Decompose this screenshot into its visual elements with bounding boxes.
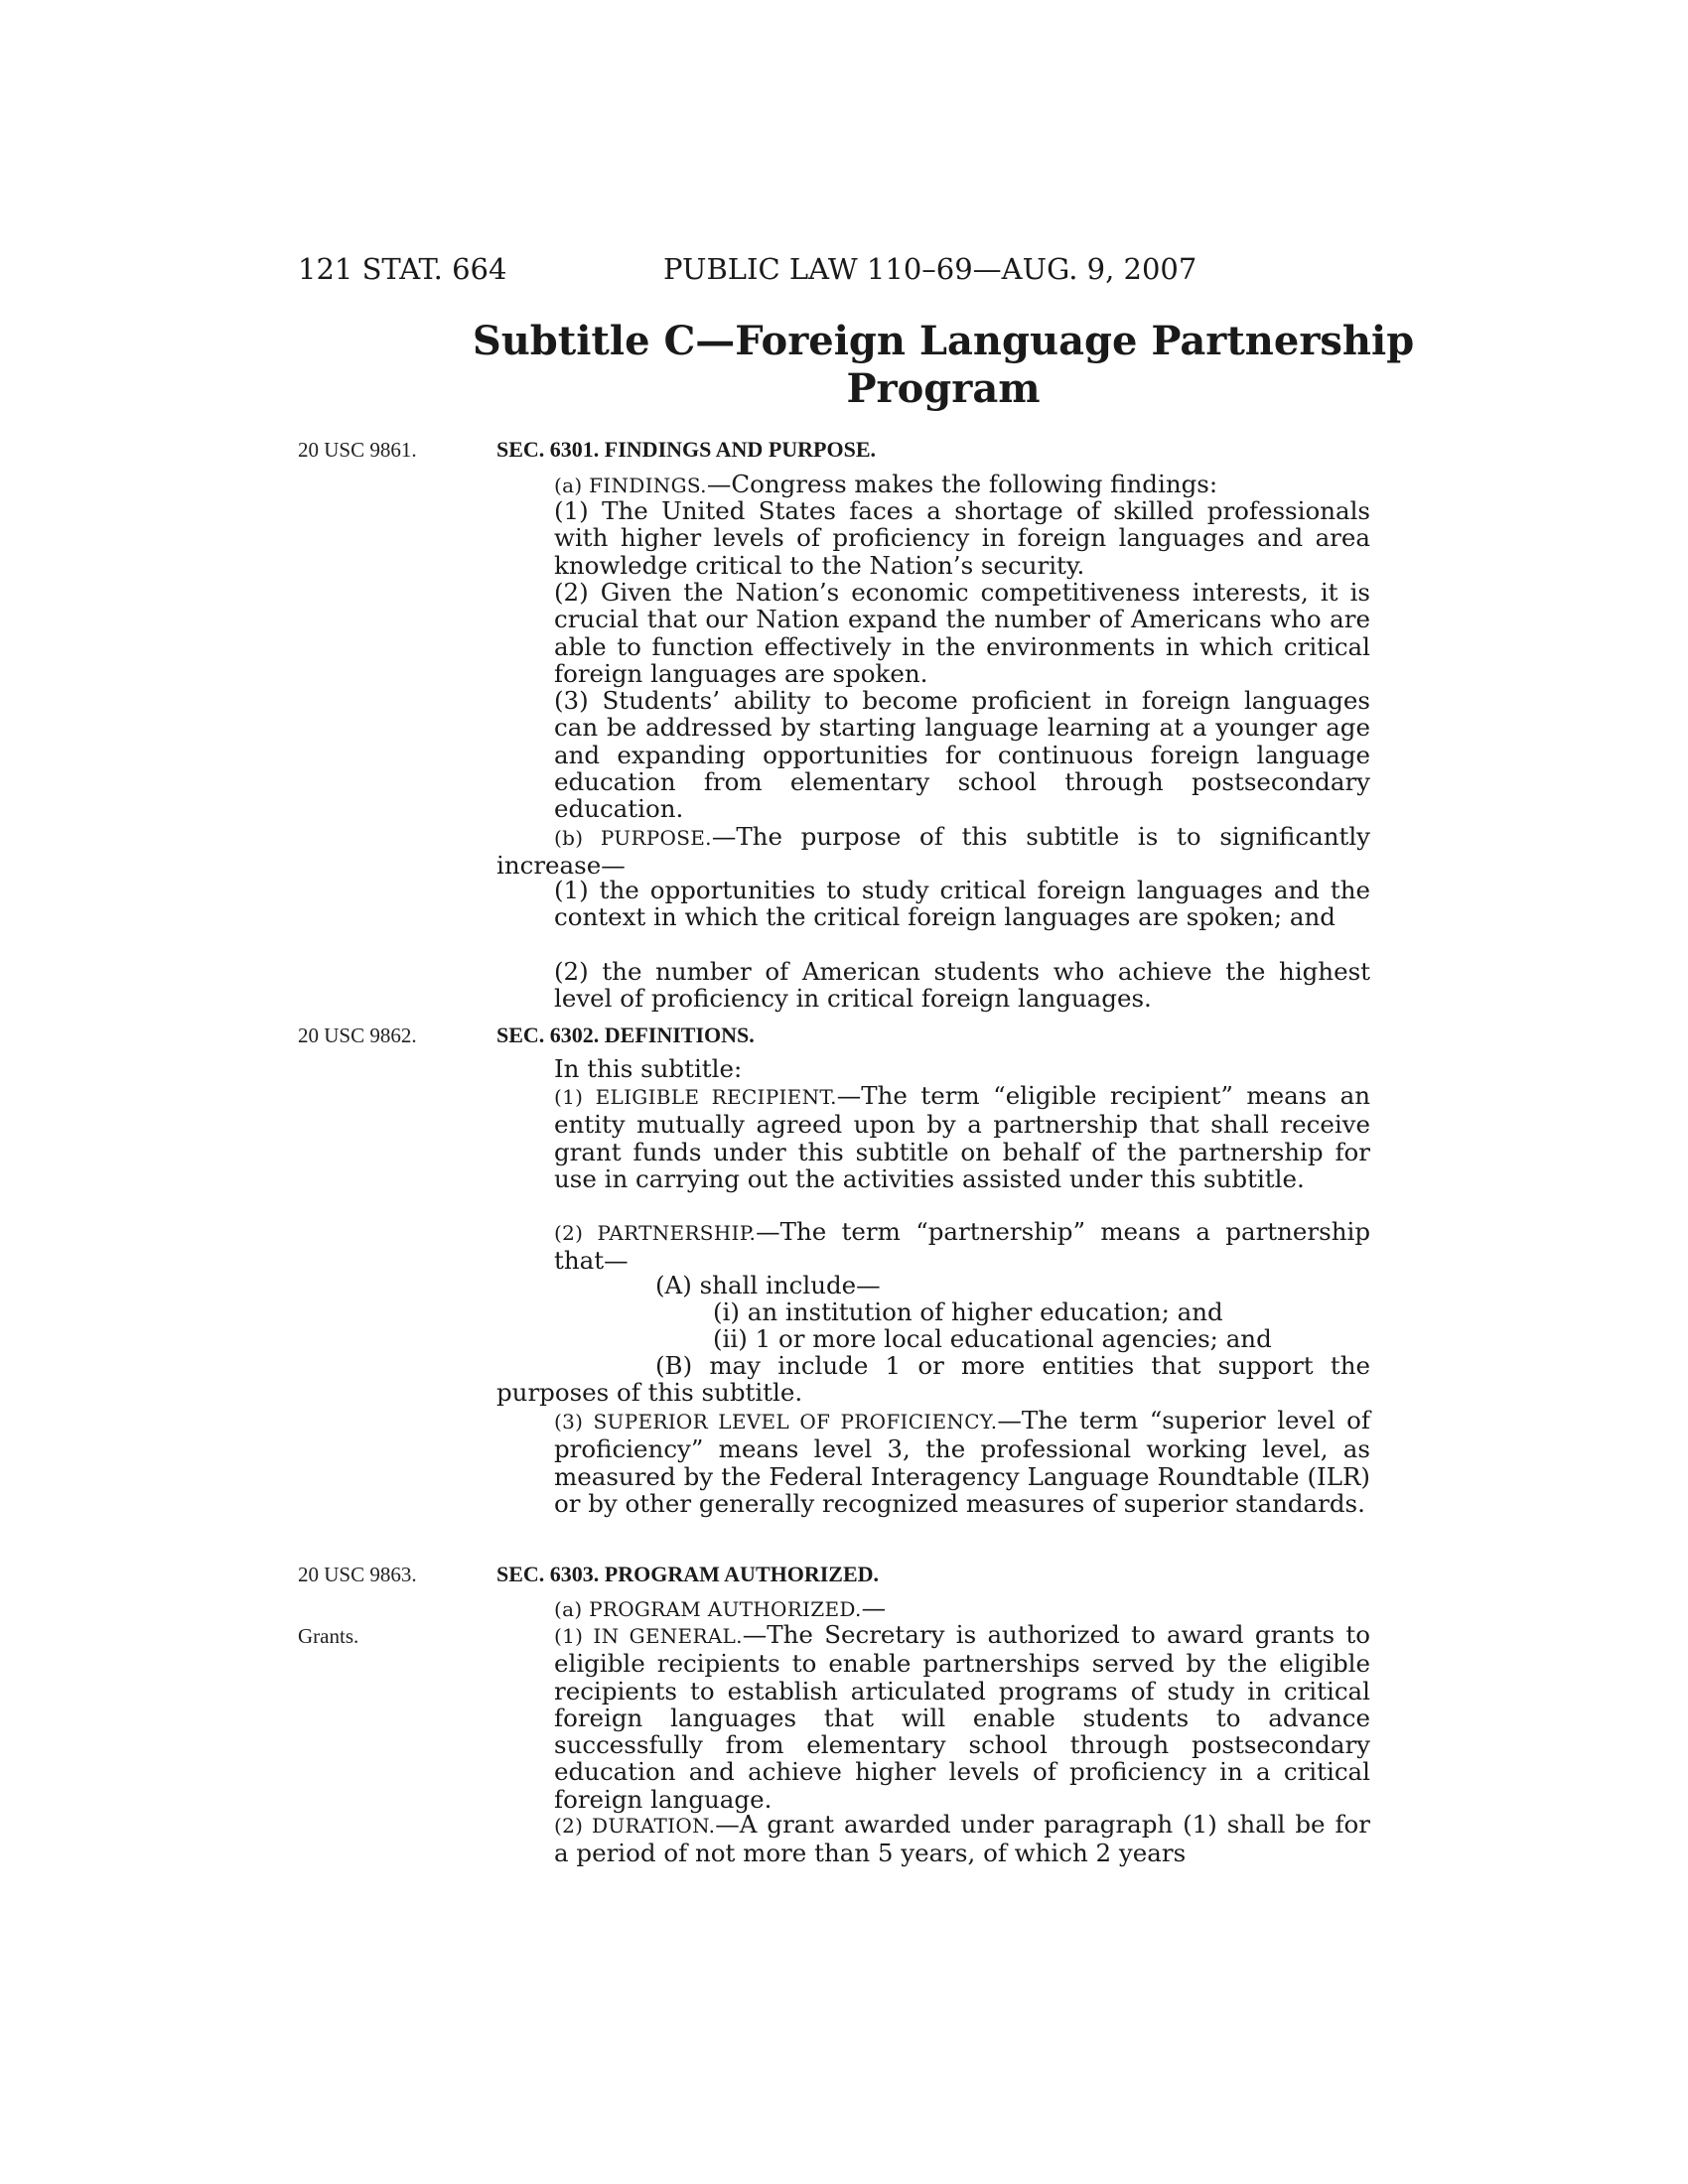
margin-note-usc-9863: 20 USC 9863. bbox=[298, 1563, 417, 1586]
definition-superior-level: (3) SUPERIOR LEVEL OF PROFICIENCY.—The term “superior level of proficiency” means level 3, the professional working level, as measured by the Federal Interagency Language Roundtable (ILR) or by other generally recognized measures of superior standards. bbox=[554, 1406, 1370, 1518]
findings-intro: (a) FINDINGS.—Congress makes the following findings: bbox=[554, 470, 1218, 498]
definition-eligible-recipient: (1) ELIGIBLE RECIPIENT.—The term “eligible recipient” means an entity mutually agreed upon by a partnership that shall receive grant funds under this subtitle on behalf of the partnership for use in carrying out the activities assisted under this subtitle. bbox=[554, 1081, 1370, 1193]
margin-note-usc-9861: 20 USC 9861. bbox=[298, 438, 417, 462]
partnership-clause-a-i: (i) an institution of higher education; and bbox=[713, 1297, 1223, 1326]
subtitle-heading: Subtitle C—Foreign Language Partnership Program bbox=[472, 318, 1415, 412]
running-header: PUBLIC LAW 110–69—AUG. 9, 2007 bbox=[663, 252, 1197, 286]
purpose-2: (2) the number of American students who achieve the highest level of proficiency in critical foreign languages. bbox=[554, 957, 1370, 1014]
section-heading-6303: SEC. 6303. PROGRAM AUTHORIZED. bbox=[496, 1562, 880, 1586]
partnership-clause-b: (B) may include 1 or more entities that support the purposes of this subtitle. bbox=[496, 1351, 1370, 1408]
finding-1: (1) The United States faces a shortage of skilled professionals with higher levels of proficiency in foreign languages and area knowledge critical to the Nation’s security. bbox=[554, 496, 1370, 580]
purpose-1: (1) the opportunities to study critical foreign languages and the context in which the critical foreign languages are spoken; and bbox=[554, 876, 1370, 932]
program-duration: (2) DURATION.—A grant awarded under paragraph (1) shall be for a period of not more than 5 years, of which 2 years bbox=[554, 1810, 1370, 1868]
finding-3: (3) Students’ ability to become proficient in foreign languages can be addressed by starting language learning at a younger age and expanding opportunities for continuous foreign language education from elementary school through postsecondary education. bbox=[554, 686, 1370, 824]
definitions-intro: In this subtitle: bbox=[554, 1054, 743, 1083]
definition-partnership: (2) PARTNERSHIP.—The term “partnership” means a partnership that— bbox=[554, 1217, 1371, 1276]
partnership-clause-a-ii: (ii) 1 or more local educational agencies; and bbox=[713, 1324, 1272, 1353]
section-heading-6301: SEC. 6301. FINDINGS AND PURPOSE. bbox=[496, 437, 876, 462]
partnership-clause-a: (A) shall include— bbox=[655, 1271, 881, 1299]
purpose-intro: (b) PURPOSE.—The purpose of this subtitle is to significantly increase— bbox=[496, 822, 1370, 881]
margin-note-grants: Grants. bbox=[298, 1624, 359, 1648]
finding-2: (2) Given the Nation’s economic competitiveness interests, it is crucial that our Nation expand the number of Americans who are able to function effectively in the environments in which critical foreign languages are spoken. bbox=[554, 578, 1370, 688]
margin-note-usc-9862: 20 USC 9862. bbox=[298, 1024, 417, 1047]
program-in-general: (1) IN GENERAL.—The Secretary is authorized to award grants to eligible recipients to enable partnerships served by the eligible recipients to establish articulated programs of study in critical foreign languages that will enable students to advance successfully from elementary school through postsecondary education and achieve higher levels of proficiency in a critical foreign language. bbox=[554, 1620, 1371, 1814]
program-authorized-intro: (a) PROGRAM AUTHORIZED.— bbox=[554, 1593, 887, 1622]
section-heading-6302: SEC. 6302. DEFINITIONS. bbox=[496, 1023, 755, 1047]
statute-page-number: 121 STAT. 664 bbox=[298, 252, 507, 286]
